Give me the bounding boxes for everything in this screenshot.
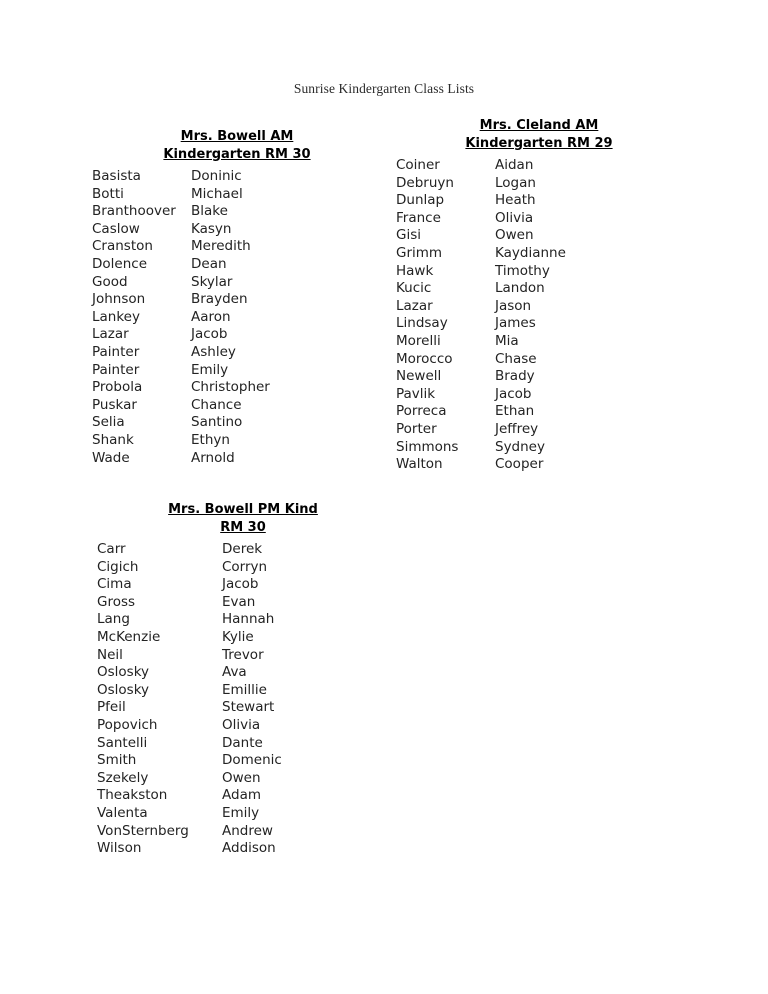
student-last-name: Botti [92,185,124,202]
student-last-name: Branthoover [92,203,176,220]
student-first-name: Jeffrey [495,420,539,437]
student-row [97,787,397,805]
student-last-name: Johnson [92,291,146,308]
student-row [396,227,686,245]
student-first-name: Ethyn [191,431,230,448]
student-last-name: Carr [97,541,126,557]
student-last-name: Oslosky [97,664,150,681]
student-row [97,594,397,612]
student-row [92,397,382,415]
student-first-name: Dean [191,255,227,272]
student-first-name: Evan [222,593,256,610]
student-first-name: Jacob [191,326,228,343]
student-row [396,333,686,351]
student-row [92,379,382,397]
student-first-name: Jacob [222,576,259,593]
student-row [396,439,686,457]
student-first-name: Owen [495,227,534,244]
student-first-name: Jacob [495,385,532,402]
student-first-name: Olivia [495,209,534,226]
student-roster [92,168,382,467]
student-row [92,168,382,186]
student-last-name: Oslosky [97,681,150,698]
student-last-name: Good [92,273,128,290]
student-first-name: Heath [495,192,536,209]
student-last-name: Kucic [396,280,432,297]
student-row [396,368,686,386]
student-first-name: Michael [191,185,243,202]
student-row [97,717,397,735]
student-row [97,840,397,858]
student-first-name: Aaron [191,308,231,325]
class-list-bowell-pm [97,501,397,858]
student-row [97,611,397,629]
student-last-name: Gisi [396,227,421,244]
student-last-name: Porreca [396,403,447,420]
student-last-name: Popovich [97,716,158,733]
student-first-name: Corryn [222,558,268,575]
student-first-name: Emillie [222,681,267,698]
class-heading-line-1: Mrs. Bowell PM Kind [168,502,318,517]
student-row [92,432,382,450]
student-row [396,157,686,175]
class-heading-line-2: Kindergarten RM 30 [163,146,311,162]
student-first-name: Ashley [191,343,236,360]
student-first-name: Emily [191,361,229,378]
student-row [396,315,686,333]
student-first-name: Andrew [222,822,273,839]
student-first-name: Sydney [495,438,545,455]
student-row [97,805,397,823]
student-last-name: Lazar [396,297,433,314]
student-row [97,823,397,841]
student-first-name: Jason [495,297,532,314]
student-row [396,386,686,404]
student-row [92,186,382,204]
student-last-name: Simmons [396,438,459,455]
student-row [97,541,397,559]
student-last-name: Porter [396,420,437,437]
student-last-name: Newell [396,368,442,385]
student-last-name: Puskar [92,396,137,413]
student-row [97,752,397,770]
student-first-name: Meredith [191,238,251,255]
student-first-name: Hannah [222,611,275,628]
class-heading [396,117,686,152]
student-row [97,647,397,665]
student-first-name: Blake [191,203,228,220]
student-row [92,203,382,221]
student-row [396,192,686,210]
student-row [92,238,382,256]
student-first-name: Addison [222,840,276,857]
student-last-name: Debruyn [396,174,454,191]
class-list-cleland-am [396,117,686,474]
student-last-name: Probola [92,379,143,396]
student-first-name: Domenic [222,752,282,769]
student-last-name: McKenzie [97,628,161,645]
student-last-name: Pfeil [97,699,126,716]
student-first-name: Derek [222,541,263,557]
student-last-name: Gross [97,593,136,610]
student-last-name: Lazar [92,326,129,343]
student-first-name: Aidan [495,157,534,173]
student-last-name: Selia [92,414,125,431]
student-first-name: Chase [495,350,537,367]
student-last-name: Dolence [92,255,147,272]
student-last-name: Basista [92,168,141,184]
class-heading [97,501,397,536]
student-last-name: Neil [97,646,123,663]
student-first-name: Cooper [495,456,544,473]
student-row [92,450,382,468]
student-row [396,456,686,474]
student-row [97,735,397,753]
student-first-name: Dante [222,734,263,751]
student-last-name: Caslow [92,220,140,237]
student-last-name: Smith [97,752,137,769]
student-last-name: Santelli [97,734,148,751]
student-last-name: Lang [97,611,130,628]
student-first-name: Owen [222,769,261,786]
student-last-name: Cranston [92,238,153,255]
student-first-name: Kasyn [191,220,232,237]
student-last-name: VonSternberg [97,822,189,839]
student-row [92,274,382,292]
student-first-name: Adam [222,787,261,804]
student-first-name: Santino [191,414,243,431]
student-last-name: Coiner [396,157,440,173]
student-last-name: Cima [97,576,132,593]
student-last-name: Dunlap [396,192,445,209]
student-first-name: Chance [191,396,242,413]
student-last-name: Morelli [396,332,441,349]
student-roster [97,541,397,858]
student-first-name: Mia [495,332,519,349]
student-last-name: France [396,209,441,226]
class-heading-line-1: Mrs. Cleland AM [479,118,599,133]
student-row [396,298,686,316]
student-first-name: Olivia [222,716,261,733]
student-last-name: Lankey [92,308,140,325]
student-row [396,263,686,281]
student-row [396,280,686,298]
student-first-name: Brayden [191,291,248,308]
student-row [396,351,686,369]
student-first-name: Ethan [495,403,535,420]
student-row [97,770,397,788]
student-row [92,291,382,309]
class-heading [92,128,382,163]
student-first-name: Kaydianne [495,244,566,261]
student-last-name: Pavlik [396,385,436,402]
student-last-name: Grimm [396,244,443,261]
student-last-name: Walton [396,456,443,473]
student-first-name: Arnold [191,449,235,466]
student-row [92,309,382,327]
class-heading-line-1: Mrs. Bowell AM [180,129,294,144]
student-last-name: Painter [92,361,140,378]
student-first-name: Ava [222,664,247,681]
page-title: Sunrise Kindergarten Class Lists [293,81,475,96]
student-first-name: Kylie [222,628,254,645]
student-last-name: Morocco [396,350,453,367]
student-row [396,421,686,439]
student-last-name: Theakston [97,787,168,804]
student-row [92,326,382,344]
student-last-name: Szekely [97,769,149,786]
student-last-name: Wilson [97,840,142,857]
class-heading-line-2: RM 30 [220,519,266,535]
student-row [97,576,397,594]
student-first-name: Emily [222,804,260,821]
class-heading-line-2: Kindergarten RM 29 [465,135,613,151]
class-list-bowell-am [92,128,382,467]
student-first-name: Stewart [222,699,275,716]
student-row [396,403,686,421]
student-first-name: Trevor [222,646,264,663]
student-row [92,256,382,274]
student-row [92,362,382,380]
student-roster [396,157,686,474]
student-first-name: Christopher [191,379,270,396]
student-row [97,699,397,717]
student-first-name: Brady [495,368,535,385]
student-last-name: Lindsay [396,315,448,332]
student-row [92,221,382,239]
student-row [396,245,686,263]
student-last-name: Painter [92,343,140,360]
student-last-name: Cigich [97,558,139,575]
student-first-name: Skylar [191,273,233,290]
student-first-name: Logan [495,174,536,191]
student-row [92,344,382,362]
student-row [97,629,397,647]
student-first-name: Landon [495,280,545,297]
student-row [92,414,382,432]
student-row [396,210,686,228]
student-row [97,682,397,700]
student-row [97,664,397,682]
student-last-name: Hawk [396,262,434,279]
student-last-name: Shank [92,431,134,448]
student-first-name: Timothy [495,262,550,279]
student-last-name: Valenta [97,804,148,821]
student-row [396,175,686,193]
student-first-name: Doninic [191,168,242,184]
student-last-name: Wade [92,449,130,466]
student-first-name: James [495,315,536,332]
student-row [97,559,397,577]
